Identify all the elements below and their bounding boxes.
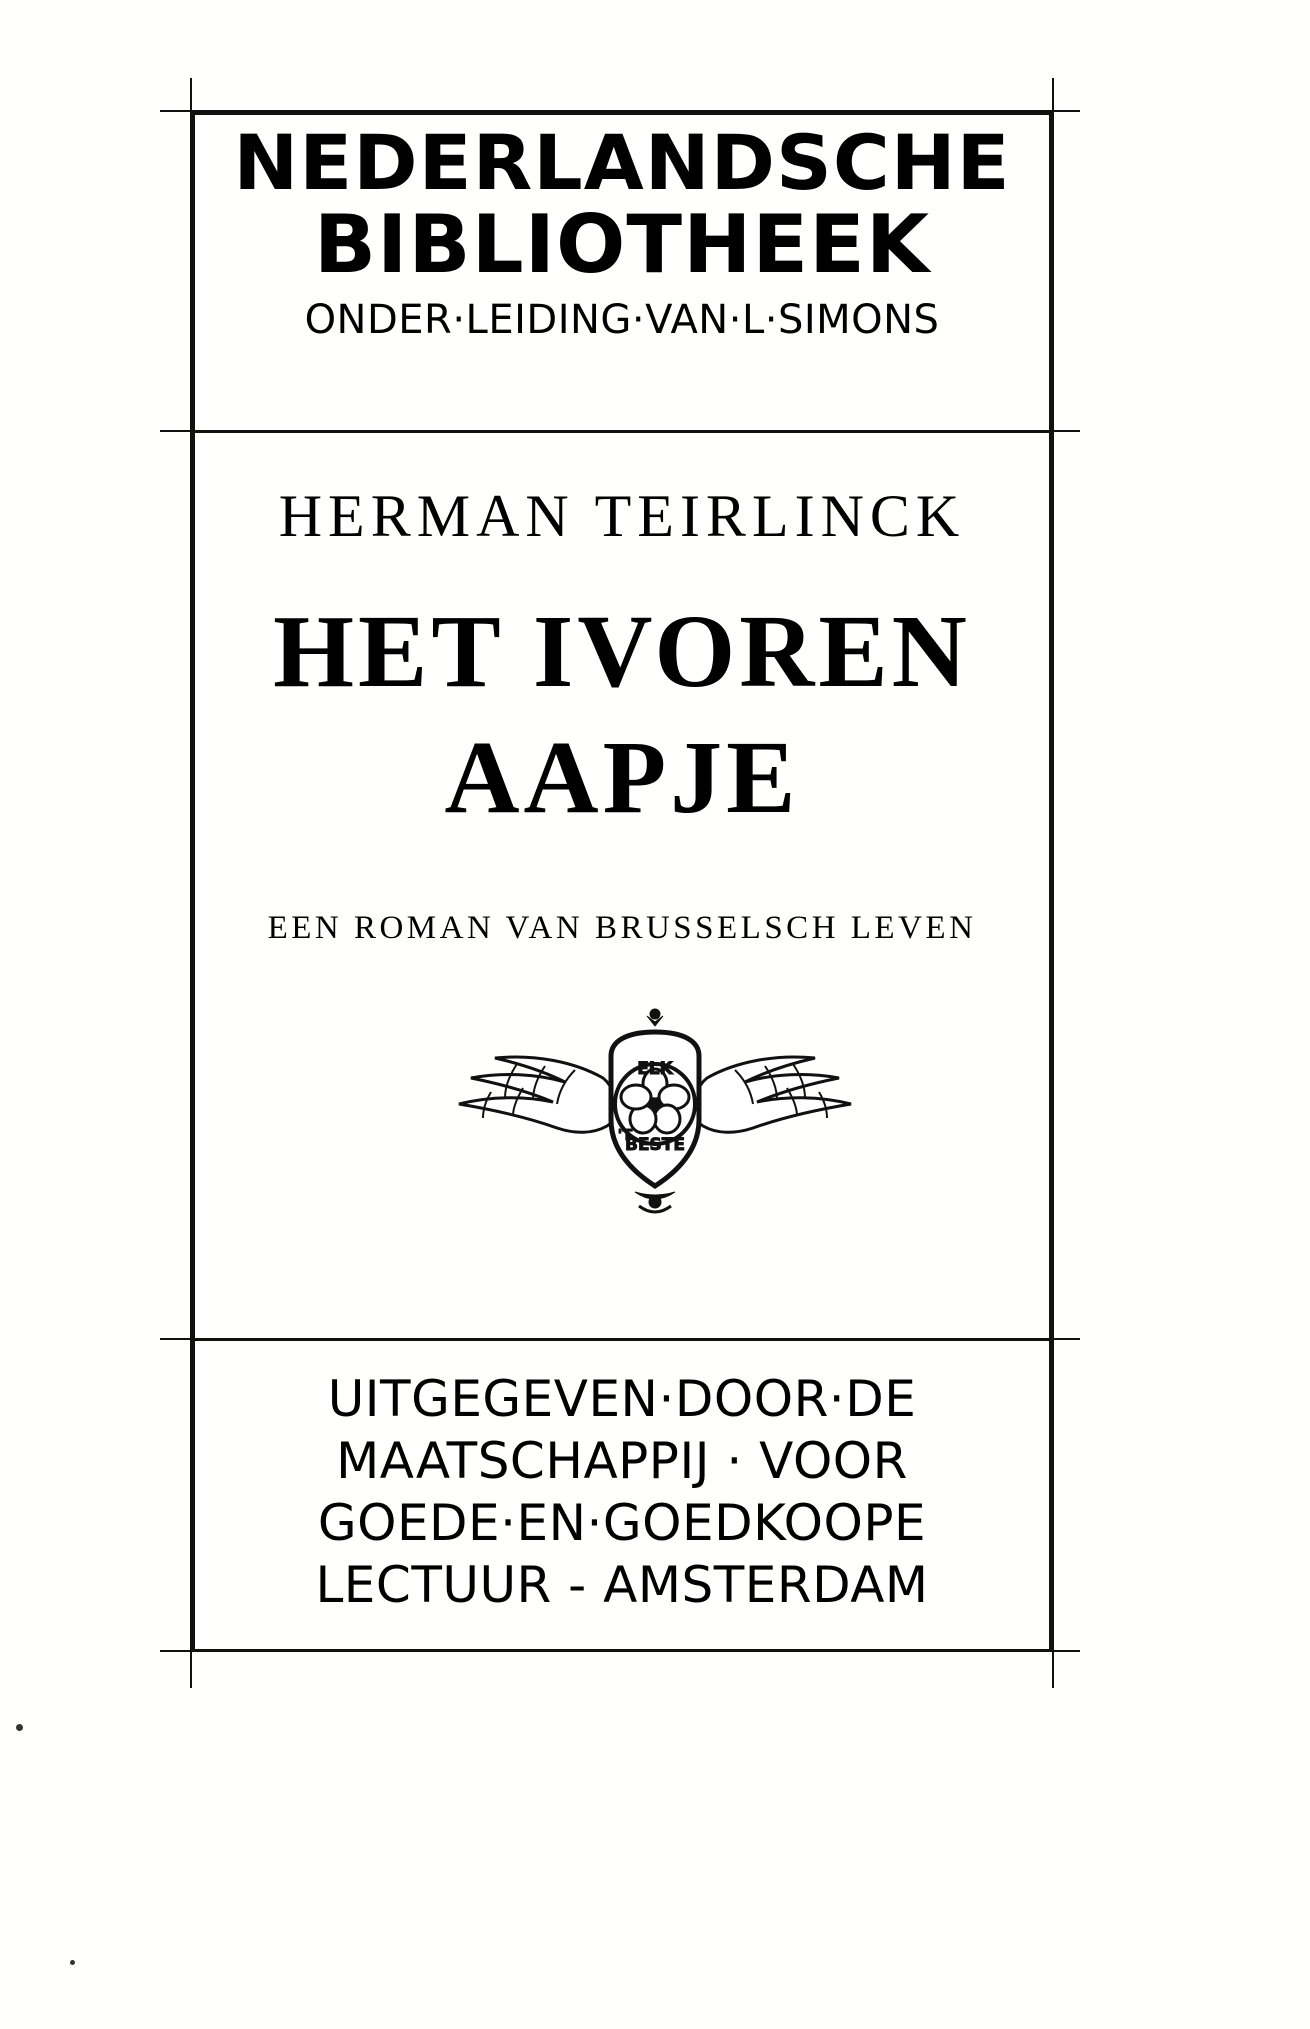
book-title — [195, 594, 1049, 835]
ink-speck — [16, 1724, 23, 1731]
author-name: HERMAN TEIRLINCK — [278, 483, 966, 549]
publisher-line-1: UITGEGEVEN·DOOR·DE — [327, 1370, 917, 1428]
book-title-line-2: AAPJE — [444, 720, 800, 835]
series-name-line-2: BIBLIOTHEEK — [313, 198, 931, 292]
ink-speck — [70, 1960, 75, 1965]
right-wing — [693, 1057, 851, 1132]
series-editor-line: ONDER·LEIDING·VAN·L·SIMONS — [304, 296, 940, 343]
crop-mark-right-vertical — [1052, 78, 1054, 1688]
device-motto-bottom: BESTE — [624, 1135, 686, 1155]
device-motto-left: 'T — [617, 1126, 633, 1144]
publisher-imprint — [195, 1368, 1049, 1616]
book-subtitle: EEN ROMAN VAN BRUSSELSCH LEVEN — [267, 910, 977, 946]
left-wing — [459, 1057, 617, 1132]
series-name-line-1: NEDERLANDSCHE — [233, 118, 1011, 207]
book-title-line-1: HET IVOREN — [273, 594, 971, 709]
publisher-line-3: GOEDE·EN·GOEDKOOPE — [317, 1494, 927, 1552]
rule-above-publisher — [192, 1338, 1052, 1341]
series-header — [195, 118, 1049, 343]
publisher-device-emblem — [425, 1000, 885, 1230]
publisher-line-2: MAATSCHAPPIJ · VOOR — [336, 1432, 908, 1490]
publisher-line-4: LECTUUR - AMSTERDAM — [315, 1556, 929, 1614]
rule-below-series — [192, 430, 1052, 433]
device-motto-top: ELK — [637, 1059, 673, 1079]
